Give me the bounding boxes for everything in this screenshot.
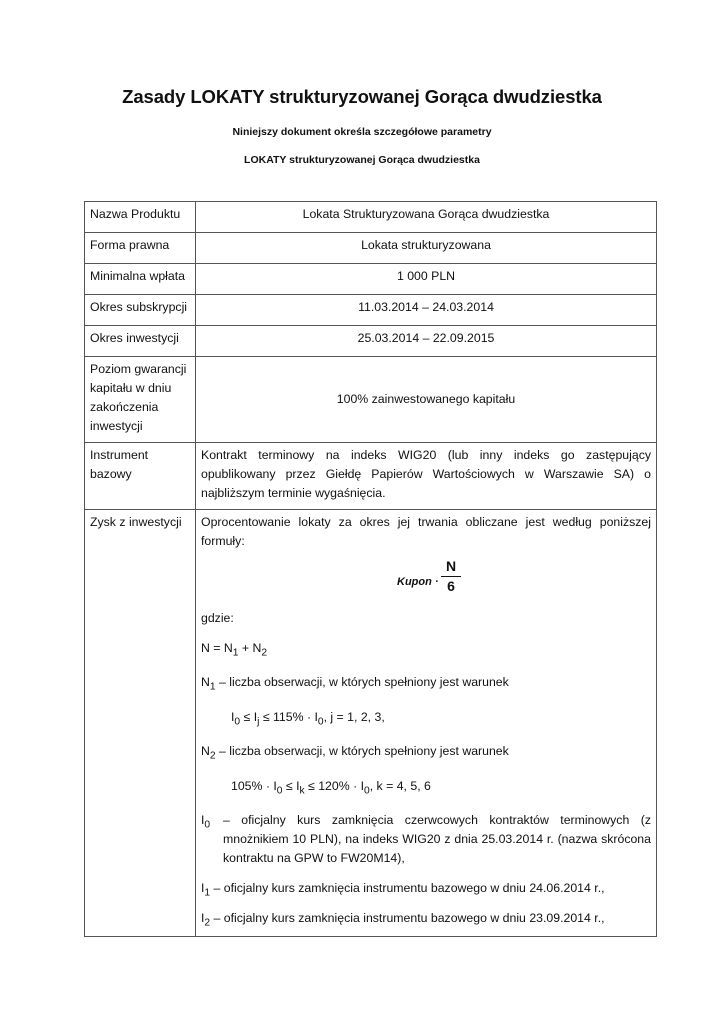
i2-definition: $I_2$ – oficjalny kurs zamknięcia instrumentu bazowego w dniu 23.09.2014 r.,: [201, 910, 605, 929]
row-label: Forma prawna: [85, 233, 196, 264]
table-row: [85, 264, 657, 295]
row-label: Okres subskrypcji: [85, 295, 196, 326]
row-value-zysk: [196, 510, 657, 937]
table-row: [85, 357, 657, 443]
n1-definition: $N_1$ – liczba obserwacji, w których spełniony jest warunek: [201, 675, 509, 693]
row-value: 11.03.2014 – 24.03.2014: [196, 295, 657, 326]
row-label: Minimalna wpłata: [85, 264, 196, 295]
table-row: [85, 510, 657, 937]
formula-kupon: Kupon ·: [397, 576, 439, 588]
i1-definition: $I_1$ – oficjalny kurs zamknięcia instrumentu bazowego w dniu 24.06.2014 r.,: [201, 881, 605, 899]
formula-fraction: [441, 559, 461, 594]
table-row: [85, 326, 657, 357]
formula-denominator: 6: [447, 578, 455, 594]
row-label: Poziom gwarancji kapitału w dniu zakończenia inwestycji: [85, 357, 196, 443]
table-row: [85, 295, 657, 326]
table-row: [85, 202, 657, 233]
formula-numerator: N: [441, 559, 461, 577]
row-label: Okres inwestycji: [85, 326, 196, 357]
row-label: Nazwa Produktu: [85, 202, 196, 233]
condition-1: $I_0 \le I_j \le 115\% \cdot I_0$, j = 1, 2, 3,: [231, 709, 385, 728]
document-subtitle-line1: Niniejszy dokument określa szczegółowe parametry: [232, 126, 492, 138]
row-value: Lokata Strukturyzowana Gorąca dwudziestka: [196, 202, 657, 233]
table-row: [85, 233, 657, 264]
parameters-table: [84, 201, 657, 937]
row-value: Kontrakt terminowy na indeks WIG20 (lub inny indeks go zastępujący opublikowany przez Giełdę Papierów Wartościowych w Warszawie SA) o najbliższym terminie wygaśnięcia.: [196, 443, 657, 510]
table-row: [85, 443, 657, 510]
document-subtitle-line2: LOKATY strukturyzowanej Gorąca dwudziestka: [244, 154, 480, 166]
row-label: Zysk z inwestycji: [85, 510, 196, 937]
n2-definition: $N_2$ – liczba obserwacji, w których spełniony jest warunek: [201, 744, 509, 762]
row-value: 25.03.2014 – 22.09.2015: [196, 326, 657, 357]
n-definition: $N = N_1 + N_2$: [201, 641, 268, 659]
zysk-intro: Oprocentowanie lokaty za okres jej trwania obliczane jest według poniższej formuły:: [201, 515, 651, 548]
row-label: Instrument bazowy: [85, 443, 196, 510]
row-value: 100% zainwestowanego kapitału: [196, 357, 657, 443]
document-title: Zasady LOKATY strukturyzowanej Gorąca dwudziestka: [122, 86, 602, 107]
row-value: 1 000 PLN: [196, 264, 657, 295]
i0-definition: $I_0$ – oficjalny kurs zamknięcia czerwcowych kontraktów terminowych (z mnożnikiem 10 PLN), na indeks WIG20 z dnia 25.03.2014 r. (nazwa skrócona kontraktu na GPW to FW20M14),: [201, 813, 651, 866]
row-value: Lokata strukturyzowana: [196, 233, 657, 264]
gdzie-label: gdzie:: [201, 611, 234, 625]
coupon-formula: [201, 559, 651, 601]
condition-2: $105\% \cdot I_0 \le I_k \le 120\% \cdot I_0$, k = 4, 5, 6: [231, 778, 431, 797]
